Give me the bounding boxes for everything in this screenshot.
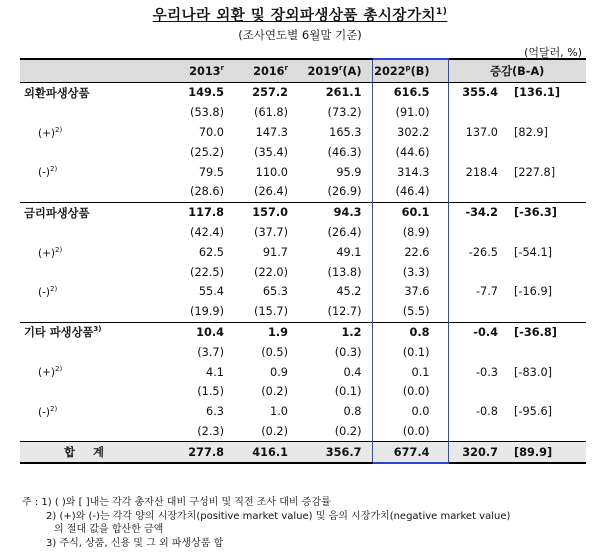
group-2-sub-0-share-row-2016: (0.2) — [261, 385, 288, 399]
group-2-sub-1-label — [20, 402, 166, 422]
group-2-share-row-change-rate — [510, 342, 586, 362]
group-1-sub-1-share-row-label — [20, 302, 166, 322]
group-2-row-change-rate: [-36.8] — [510, 322, 586, 342]
group-1-row-2019: 94.3 — [298, 202, 372, 222]
group-2-sub-1-row-change-amount: -0.8 — [475, 405, 498, 419]
group-1-row-2013: 117.8 — [166, 202, 234, 222]
group-2-sub-1-share-row-2013: (2.3) — [197, 424, 224, 438]
group-1-sub-1-row-change-rate: [-16.9] — [514, 285, 553, 299]
footnote-3: 3) 주식, 상품, 신용 및 그 외 파생상품 합 — [46, 537, 224, 549]
group-2-sub-0-row — [20, 362, 586, 382]
group-1-row-2022: 60.1 — [372, 202, 448, 222]
group-2-sub-0-label-footnote-mark: 2) — [55, 365, 63, 374]
group-2-row — [20, 322, 586, 342]
group-0-sub-1-row-2022: 314.3 — [372, 162, 448, 182]
group-1-sub-0-share-row-change-rate — [510, 262, 586, 282]
group-2-sub-1-row — [20, 402, 586, 422]
group-1-row-change-amount: -34.2 — [448, 202, 510, 222]
group-2-sub-0-share-row-change-amount — [448, 382, 510, 402]
group-2-sub-1-label-footnote-mark: 2) — [49, 404, 58, 413]
group-0-row-2013: 149.5 — [166, 83, 234, 103]
group-1-sub-1-share-row-2019: (12.7) — [327, 305, 362, 319]
group-0-sub-1-share-row — [20, 182, 586, 202]
group-1-sub-0-row-2013: 62.5 — [198, 245, 224, 259]
group-0-share-row-2022: (91.0) — [372, 103, 448, 123]
group-1-share-row-change-amount — [448, 223, 510, 243]
group-1-sub-1-row-change-amount: -7.7 — [475, 285, 498, 299]
group-0-sub-1-share-row-change-rate — [510, 182, 586, 202]
group-1-sub-1-row-2013: 55.4 — [198, 285, 224, 299]
total-row-2013: 277.8 — [166, 442, 234, 464]
group-0-sub-0-row-2019: 165.3 — [329, 125, 362, 139]
group-0-sub-0-share-row — [20, 142, 586, 162]
group-0-row-change-amount: 355.4 — [448, 83, 510, 103]
group-2-sub-0-label-text: (+) — [38, 366, 55, 379]
group-2-row-2019: 1.2 — [298, 322, 372, 342]
group-0-row — [20, 83, 586, 103]
group-0-share-row-2019: (73.2) — [327, 106, 362, 120]
group-2-sub-1-share-row-2022: (0.0) — [372, 422, 448, 442]
group-1-sub-1-row — [20, 282, 586, 302]
group-2-label — [20, 322, 166, 342]
group-1-sub-1-label-text: (-) — [38, 286, 50, 299]
total-row-change-amount: 320.7 — [448, 442, 510, 464]
group-0-sub-1-share-row-2022: (46.4) — [372, 182, 448, 202]
group-0-share-row-change-rate — [510, 103, 586, 123]
group-0-share-row-change-amount — [448, 103, 510, 123]
total-row — [20, 442, 586, 464]
group-0-sub-1-share-row-2013: (28.6) — [190, 185, 224, 199]
group-1-sub-1-share-row-2016: (15.7) — [254, 305, 288, 319]
group-2-sub-0-row-2022: 0.1 — [372, 362, 448, 382]
group-2-sub-0-row-2019: 0.4 — [343, 365, 362, 379]
group-2-sub-0-share-row-2019: (0.1) — [334, 385, 362, 399]
group-1-sub-1-share-row-change-rate — [510, 302, 586, 322]
group-0-row-2016: 257.2 — [234, 83, 298, 103]
group-0-sub-0-row-2013: 70.0 — [198, 125, 224, 139]
group-1-share-row-2019: (26.4) — [327, 225, 362, 239]
total-label: 합계 — [20, 442, 166, 464]
group-0-share-row-label — [20, 103, 166, 123]
group-1-sub-1-label — [20, 282, 166, 302]
group-1-share-row-2016: (37.7) — [254, 225, 288, 239]
group-2-row-change-amount: -0.4 — [448, 322, 510, 342]
header-2016: 2016$^r$ — [234, 59, 298, 83]
group-1-share-row-label — [20, 223, 166, 243]
header-blank — [20, 59, 166, 83]
group-1-share-row-change-rate — [510, 223, 586, 243]
group-1-sub-0-label — [20, 242, 166, 262]
group-1-sub-0-row-change-rate: [-54.1] — [514, 245, 553, 259]
group-1-sub-1-share-row-2022: (5.5) — [372, 302, 448, 322]
group-1-sub-1-share-row-change-amount — [448, 302, 510, 322]
group-0-sub-1-share-row-change-amount — [448, 182, 510, 202]
group-1-share-row — [20, 223, 586, 243]
group-2-label-text: 기타 파생상품 — [24, 326, 94, 340]
group-2-sub-0-share-row-2013: (1.5) — [197, 385, 224, 399]
group-2-sub-0-share-row-label — [20, 382, 166, 402]
page-subtitle: (조사연도별 6월말 기준) — [238, 28, 362, 42]
group-1-row-change-rate: [-36.3] — [510, 202, 586, 222]
group-0-label — [20, 83, 166, 103]
group-1-sub-0-label-footnote-mark: 2) — [55, 245, 63, 254]
group-2-share-row — [20, 342, 586, 362]
group-0-label-text: 외환파생상품 — [24, 86, 90, 100]
group-0-sub-1-row-change-rate: [227.8] — [514, 165, 556, 179]
group-2-share-row-2022: (0.1) — [372, 342, 448, 362]
group-0-sub-1-row — [20, 162, 586, 182]
group-1-sub-0-row-change-amount: -26.5 — [468, 245, 498, 259]
group-0-sub-0-row-change-amount: 137.0 — [465, 125, 498, 139]
group-2-sub-0-row-2016: 0.9 — [270, 365, 288, 379]
group-2-sub-0-row-change-amount: -0.3 — [475, 365, 498, 379]
derivatives-table — [20, 58, 586, 464]
total-row-2022: 677.4 — [372, 442, 448, 464]
group-2-share-row-2016: (0.5) — [261, 345, 288, 359]
group-0-sub-1-label-footnote-mark: 2) — [49, 165, 58, 174]
group-0-sub-1-share-row-2016: (26.4) — [254, 185, 288, 199]
unit-label: (억달러, %) — [524, 46, 582, 59]
group-0-sub-0-label — [20, 123, 166, 143]
group-2-sub-1-label-text: (-) — [38, 406, 50, 419]
group-1-label — [20, 202, 166, 222]
group-2-sub-1-row-2016: 1.0 — [270, 405, 288, 419]
header-change: 증감(B-A) — [448, 59, 586, 83]
group-0-sub-1-label-text: (-) — [38, 166, 50, 179]
group-1-sub-0-share-row-change-amount — [448, 262, 510, 282]
group-2-sub-1-share-row — [20, 422, 586, 442]
group-1-row-2016: 157.0 — [234, 202, 298, 222]
group-0-sub-0-share-row-label — [20, 142, 166, 162]
group-1-sub-0-row-2022: 22.6 — [372, 242, 448, 262]
group-0-sub-0-share-row-change-amount — [448, 142, 510, 162]
group-1-sub-0-share-row-label — [20, 262, 166, 282]
group-0-sub-0-share-row-2016: (35.4) — [254, 145, 288, 159]
group-2-share-row-2013: (3.7) — [197, 345, 224, 359]
group-1-label-text: 금리파생상품 — [24, 206, 90, 220]
group-1-sub-1-row-2016: 65.3 — [262, 285, 288, 299]
footnote-2: 2) (+)와 (-)는 각각 양의 시장가치(positive market value) 및 음의 시장가치(negative market value) — [46, 510, 511, 522]
total-row-change-rate: [89.9] — [510, 442, 586, 464]
group-1-share-row-2022: (8.9) — [372, 223, 448, 243]
group-2-sub-1-row-2019: 0.8 — [343, 405, 362, 419]
group-0-row-change-rate: [136.1] — [510, 83, 586, 103]
group-0-sub-1-label — [20, 162, 166, 182]
group-0-sub-0-label-footnote-mark: 2) — [55, 125, 63, 134]
total-row-2019: 356.7 — [298, 442, 372, 464]
group-0-sub-0-share-row-2022: (44.6) — [372, 142, 448, 162]
group-1-sub-1-share-row-2013: (19.9) — [190, 305, 224, 319]
header-2022: 2022$^p$(B) — [372, 59, 448, 83]
group-2-sub-0-row-2013: 4.1 — [206, 365, 224, 379]
group-1-sub-1-share-row — [20, 302, 586, 322]
group-0-row-2019: 261.1 — [298, 83, 372, 103]
group-1-sub-0-share-row-2022: (3.3) — [372, 262, 448, 282]
group-1-sub-1-label-footnote-mark: 2) — [49, 285, 58, 294]
group-2-share-row-change-amount — [448, 342, 510, 362]
footnote-2-cont: 의 절대 값을 합산한 금액 — [54, 524, 164, 535]
header-row — [20, 59, 586, 83]
table-body — [20, 83, 586, 464]
group-2-sub-1-share-row-change-amount — [448, 422, 510, 442]
group-2-label-footnote-mark: 3) — [93, 325, 102, 334]
group-2-sub-1-row-2013: 6.3 — [206, 405, 224, 419]
group-0-share-row-2016: (61.8) — [254, 106, 288, 120]
group-1-sub-0-row — [20, 242, 586, 262]
footnotes — [22, 496, 510, 550]
group-2-sub-1-share-row-label — [20, 422, 166, 442]
header-2013: 2013$^r$ — [166, 59, 234, 83]
group-2-sub-0-label — [20, 362, 166, 382]
group-2-row-2013: 10.4 — [166, 322, 234, 342]
group-0-sub-0-row-2016: 147.3 — [255, 125, 288, 139]
footnote-1: 주 : 1) ( )와 [ ]내는 각각 총자산 대비 구성비 및 직전 조사 대비 증감률 — [22, 497, 331, 508]
group-2-row-2022: 0.8 — [372, 322, 448, 342]
group-0-sub-0-share-row-2019: (46.3) — [327, 145, 362, 159]
group-0-sub-0-share-row-2013: (25.2) — [190, 145, 224, 159]
group-0-sub-0-label-text: (+) — [38, 127, 55, 140]
group-1-sub-0-share-row — [20, 262, 586, 282]
header-2019: 2019$^r$(A) — [298, 59, 372, 83]
group-2-sub-0-row-change-rate: [-83.0] — [514, 365, 553, 379]
group-1-sub-0-row-2019: 49.1 — [336, 245, 362, 259]
group-0-sub-1-share-row-2019: (26.9) — [327, 185, 362, 199]
group-2-sub-1-row-2022: 0.0 — [372, 402, 448, 422]
group-0-sub-1-share-row-label — [20, 182, 166, 202]
group-2-sub-0-share-row-2022: (0.0) — [372, 382, 448, 402]
group-0-sub-1-row-2013: 79.5 — [198, 165, 224, 179]
group-0-sub-0-row — [20, 123, 586, 143]
group-2-sub-0-share-row-change-rate — [510, 382, 586, 402]
group-1-sub-0-label-text: (+) — [38, 247, 55, 260]
group-2-sub-1-share-row-change-rate — [510, 422, 586, 442]
group-0-share-row-2013: (53.8) — [190, 106, 224, 120]
group-0-row-2022: 616.5 — [372, 83, 448, 103]
group-0-share-row — [20, 103, 586, 123]
group-2-share-row-label — [20, 342, 166, 362]
group-2-sub-1-share-row-2016: (0.2) — [261, 424, 288, 438]
group-1-share-row-2013: (42.4) — [190, 225, 224, 239]
group-0-sub-0-row-2022: 302.2 — [372, 123, 448, 143]
group-0-sub-0-row-change-rate: [82.9] — [514, 125, 548, 139]
group-1-sub-1-row-2019: 45.2 — [336, 285, 362, 299]
group-1-sub-1-row-2022: 37.6 — [372, 282, 448, 302]
group-2-sub-1-share-row-2019: (0.2) — [334, 424, 362, 438]
page-title: 우리나라 외환 및 장외파생상품 총시장가치$^{1)}$ — [152, 7, 448, 24]
group-0-sub-0-share-row-change-rate — [510, 142, 586, 162]
group-0-sub-1-row-2019: 95.9 — [336, 165, 362, 179]
group-0-sub-1-row-2016: 110.0 — [255, 165, 288, 179]
group-1-sub-0-share-row-2013: (22.5) — [190, 265, 224, 279]
group-2-sub-1-row-change-rate: [-95.6] — [514, 405, 553, 419]
total-row-2016: 416.1 — [234, 442, 298, 464]
group-1-sub-0-row-2016: 91.7 — [262, 245, 288, 259]
group-1-sub-0-share-row-2016: (22.0) — [254, 265, 288, 279]
group-1-sub-0-share-row-2019: (13.8) — [327, 265, 362, 279]
group-2-row-2016: 1.9 — [234, 322, 298, 342]
group-2-share-row-2019: (0.3) — [334, 345, 362, 359]
group-0-sub-1-row-change-amount: 218.4 — [465, 165, 498, 179]
group-1-row — [20, 202, 586, 222]
group-2-sub-0-share-row — [20, 382, 586, 402]
